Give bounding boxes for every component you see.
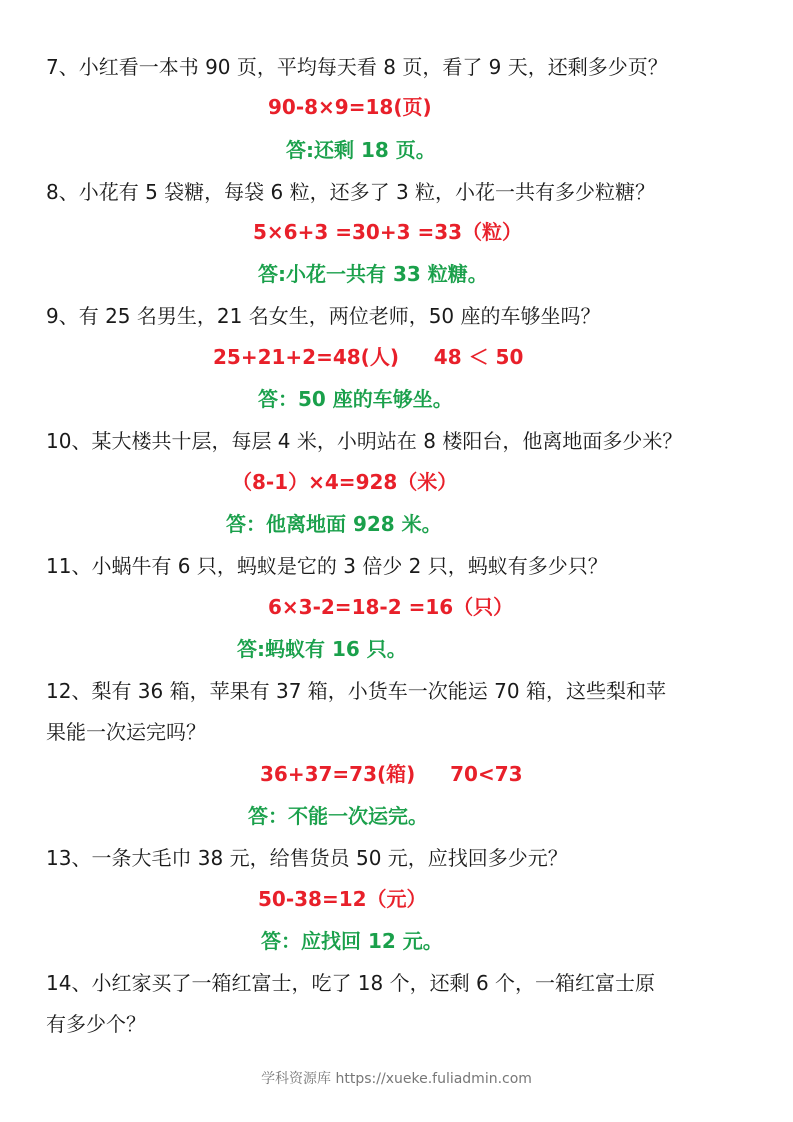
answer-11: 答:蚂蚁有 16 只。 — [237, 637, 407, 661]
equation-8: 5×6+3 =30+3 =33（粒） — [253, 220, 523, 244]
question-14-line-1: 14、小红家买了一箱红富士，吃了 18 个，还剩 6 个，一箱红富士原 — [46, 971, 656, 995]
question-12-line-2: 果能一次运完吗？ — [46, 720, 206, 744]
question-10: 10、某大楼共十层，每层 4 米，小明站在 8 楼阳台，他离地面多少米？ — [46, 429, 683, 453]
equation-12: 36+37=73(箱) 70<73 — [260, 762, 523, 786]
question-13: 13、一条大毛巾 38 元，给售货员 50 元，应找回多少元？ — [46, 846, 568, 870]
equation-9: 25+21+2=48(人) 48 ＜ 50 — [213, 345, 524, 369]
equation-11: 6×3-2=18-2 =16（只） — [268, 595, 514, 619]
question-12-line-1: 12、梨有 36 箱，苹果有 37 箱，小货车一次能运 70 箱，这些梨和苹 — [46, 679, 666, 703]
answer-7: 答:还剩 18 页。 — [286, 138, 436, 162]
question-14-line-2: 有多少个？ — [46, 1012, 146, 1036]
equation-10: （8-1）×4=928（米） — [232, 470, 458, 494]
answer-10: 答：他离地面 928 米。 — [226, 512, 442, 536]
footer-watermark: 学科资源库 https://xueke.fuliadmin.com — [261, 1071, 532, 1087]
question-11: 11、小蜗牛有 6 只，蚂蚁是它的 3 倍少 2 只，蚂蚁有多少只？ — [46, 554, 608, 578]
answer-9: 答：50 座的车够坐。 — [258, 387, 453, 411]
equation-13: 50-38=12（元） — [258, 887, 427, 911]
question-8: 8、小花有 5 袋糖，每袋 6 粒，还多了 3 粒，小花一共有多少粒糖？ — [46, 180, 656, 204]
answer-13: 答：应找回 12 元。 — [261, 929, 443, 953]
answer-8: 答:小花一共有 33 粒糖。 — [258, 262, 488, 286]
question-9: 9、有 25 名男生，21 名女生，两位老师，50 座的车够坐吗？ — [46, 304, 601, 328]
answer-12: 答：不能一次运完。 — [248, 804, 428, 828]
equation-7: 90-8×9=18(页) — [268, 95, 432, 119]
question-7: 7、小红看一本书 90 页，平均每天看 8 页，看了 9 天，还剩多少页？ — [46, 55, 668, 79]
